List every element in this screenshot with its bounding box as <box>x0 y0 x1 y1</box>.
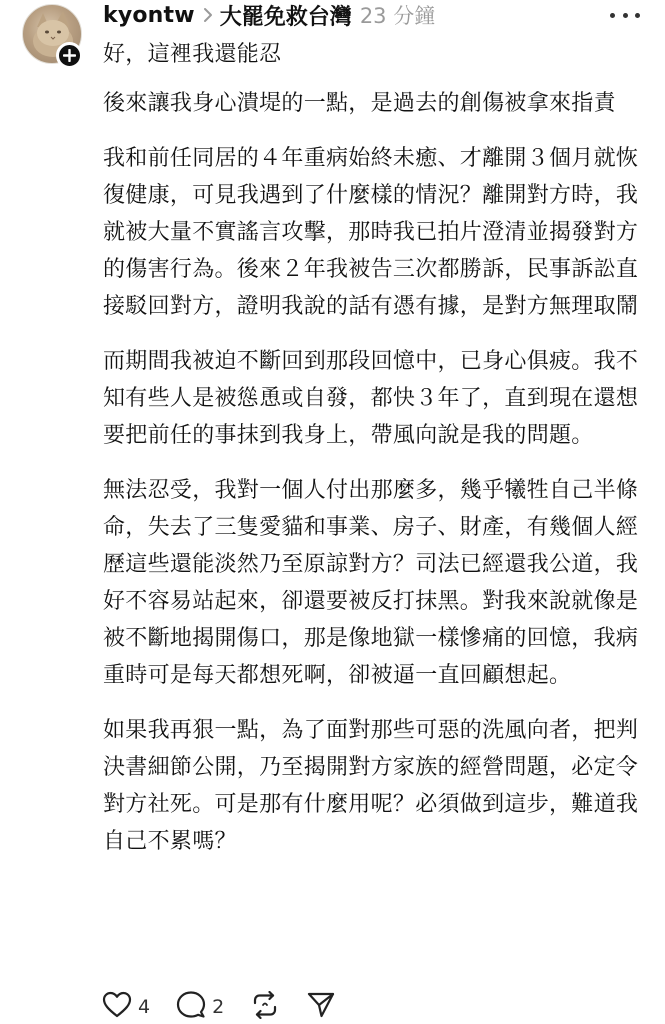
username-link[interactable]: kyontw <box>103 2 195 28</box>
community-link[interactable]: 大罷免救台灣 <box>219 4 352 30</box>
post-body <box>103 36 643 878</box>
share-button[interactable] <box>306 991 336 1023</box>
comment-button[interactable] <box>176 990 224 1024</box>
send-icon <box>306 991 336 1023</box>
post-paragraph: 無法忍受，我對一個人付出那麼多，幾乎犧牲自己半條命，失去了三隻愛貓和事業、房子、財產，有幾個人經歷這些還能淡然乃至原諒對方？司法已經還我公道，我好不容易站起來，卻還要被反打抹黑。對我來說就像是被不斷地揭開傷口，那是像地獄一樣慘痛的回憶，我病重時可是每天都想死啊，卻被逼一直回顧想起。 <box>103 478 639 688</box>
repost-button[interactable] <box>250 991 280 1023</box>
post-paragraph: 而期間我被迫不斷回到那段回憶中，已身心俱疲。我不知有些人是被慫恿或自發，都快３年了，直到現在還想要把前任的事抹到我身上，帶風向說是我的問題。 <box>103 349 639 448</box>
post-paragraph: 我和前任同居的４年重病始終未癒、才離開３個月就恢復健康，可見我遇到了什麼樣的情況？離開對方時，我就被大量不實謠言攻擊，那時我已拍片澄清並揭發對方的傷害行為。後來２年我被告三次都勝訴，民事訴訟直接駁回對方，證明我說的話有憑有據，是對方無理取鬧 <box>103 146 639 319</box>
heart-icon <box>102 991 132 1023</box>
comment-bubble-icon <box>176 990 206 1024</box>
avatar-container[interactable] <box>22 4 82 64</box>
post-timestamp: 23 分鐘 <box>359 4 436 28</box>
post-paragraph: 如果我再狠一點，為了面對那些可惡的洗風向者，把判決書細節公開，乃至揭開對方家族的經營問題，必定令對方社死。可是那有什麼用呢？必須做到這步，難道我自己不累嗎？ <box>103 718 639 854</box>
post-paragraph: 好，這裡我還能忍 <box>103 42 282 67</box>
repost-icon <box>250 991 280 1023</box>
post-header <box>103 0 435 30</box>
post-paragraph: 後來讓我身心潰堤的一點，是過去的創傷被拿來指責 <box>103 91 616 116</box>
follow-plus-icon[interactable] <box>56 42 83 69</box>
post-actions <box>102 990 362 1024</box>
like-count: 4 <box>138 996 151 1018</box>
like-button[interactable] <box>102 991 150 1023</box>
chevron-right-icon <box>203 7 214 23</box>
comment-count: 2 <box>212 996 225 1018</box>
more-options-icon[interactable] <box>610 8 640 22</box>
